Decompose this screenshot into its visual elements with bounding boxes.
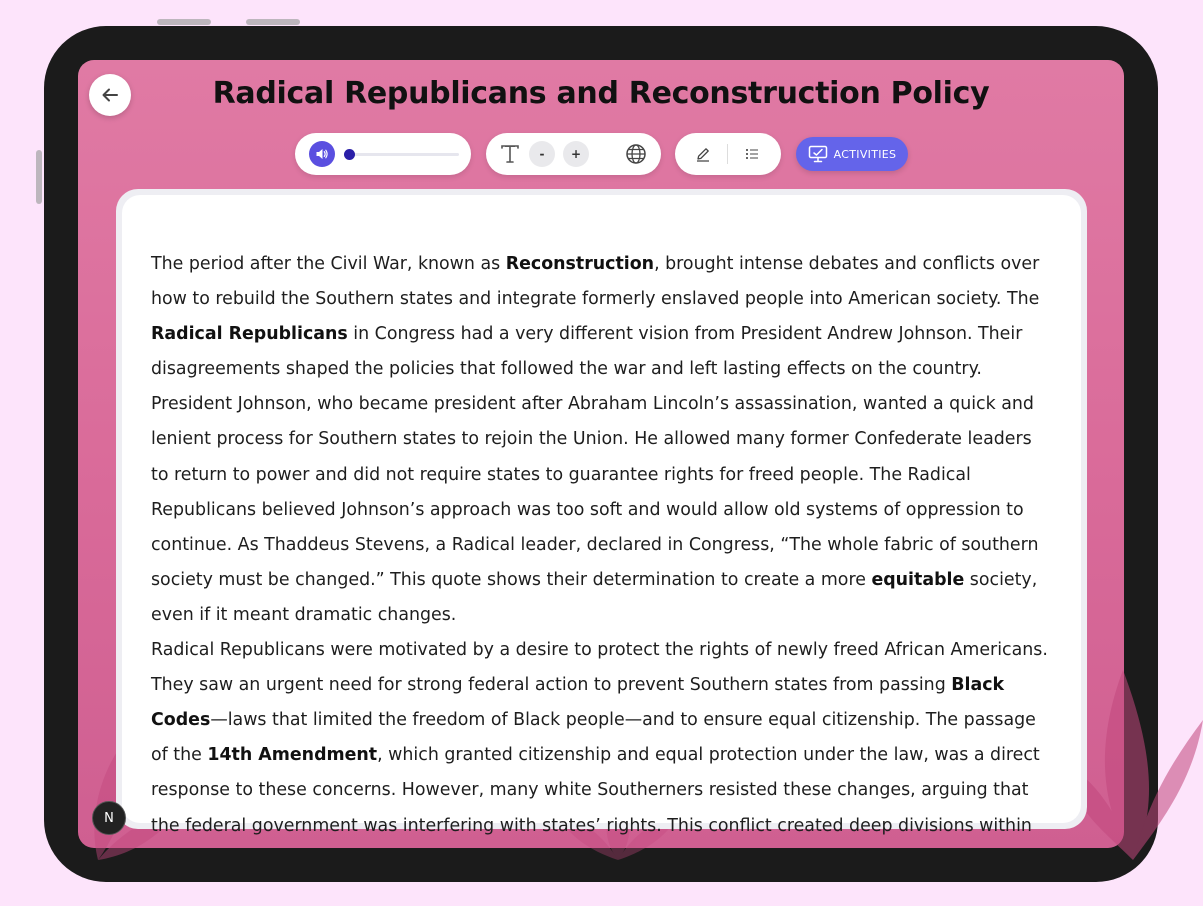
reading-text xyxy=(151,247,1051,844)
audio-player xyxy=(295,133,471,175)
vocab-term-black-codes[interactable]: Black Codes xyxy=(151,675,1005,731)
vocab-term-radical-republicans[interactable]: Radical Republicans xyxy=(151,324,348,345)
vocab-term-equitable[interactable]: equitable xyxy=(871,569,965,590)
reader-screen xyxy=(78,60,1124,848)
paragraph xyxy=(151,387,1051,633)
presentation-icon xyxy=(808,145,828,163)
text-segment: in Congress had a very different vision from President Andrew Johnson. Their disagreements shaped the policies that followed the war and left lasting effects on the country. xyxy=(151,324,1023,380)
vocab-term-14th-amendment[interactable]: 14th Amendment xyxy=(207,745,378,766)
play-audio-button[interactable] xyxy=(309,141,335,167)
speaker-icon xyxy=(315,147,329,161)
text-segment: , brought intense debates and conflicts over how to rebuild the Southern states and integrate formerly enslaved people into American society. The xyxy=(151,254,1040,310)
text-controls xyxy=(486,133,661,175)
volume-up-button xyxy=(157,19,211,25)
text-segment: President Johnson, who became president after Abraham Lincoln’s assassination, wanted a quick and lenient process for Southern states to rejoin the Union. He allowed many former Confederate leaders to return to power and did not require states to guarantee rights for freed people. The Radical Republicans believed Johnson’s approach was too soft and would allow old systems of oppression to continue. As Thaddeus Stevens, a Radical leader, declared in Congress, “The whole fabric of southern society must be changed.” This quote shows their determination to create a more xyxy=(151,394,1039,590)
audio-progress-slider[interactable] xyxy=(347,153,459,156)
power-button xyxy=(36,150,42,204)
reading-card[interactable] xyxy=(122,195,1081,836)
audio-progress-thumb[interactable] xyxy=(344,149,355,160)
paragraph xyxy=(151,247,1051,387)
font-increase-button[interactable]: + xyxy=(563,141,589,167)
vocab-term-reconstruction[interactable]: Reconstruction xyxy=(505,254,655,274)
text-size-icon[interactable] xyxy=(500,144,520,164)
text-segment: —laws that limited the freedom of Black people—and to ensure equal citizenship. The passage of the xyxy=(151,710,1036,766)
page-title: Radical Republicans and Reconstruction Policy xyxy=(212,76,990,111)
volume-down-button xyxy=(246,19,300,25)
text-segment: , which granted citizenship and equal protection under the law, was a direct response to these concerns. However, many white Southerners resisted these changes, arguing that the federal government was interfering with states’ rights. This conflict created deep divisions within xyxy=(151,745,1040,836)
pencil-icon[interactable] xyxy=(695,146,711,162)
n-badge[interactable]: N xyxy=(92,801,126,835)
globe-icon[interactable] xyxy=(625,143,647,165)
activities-label: ACTIVITIES xyxy=(833,147,897,161)
text-segment: Radical Republicans were motivated by a desire to protect the rights of newly freed African Americans. They saw an urgent need for strong federal action to prevent Southern states from passing xyxy=(151,640,1048,696)
font-decrease-button[interactable]: - xyxy=(529,141,555,167)
paragraph xyxy=(151,633,1051,844)
activities-button[interactable] xyxy=(796,137,908,171)
reading-card-frame xyxy=(116,189,1087,836)
reading-tools xyxy=(675,133,781,175)
text-segment: society, even if it meant dramatic changes. xyxy=(151,569,1038,625)
text-segment: The period after the Civil War, known as xyxy=(151,254,506,274)
list-icon[interactable] xyxy=(745,147,759,161)
tools-divider xyxy=(727,144,728,164)
